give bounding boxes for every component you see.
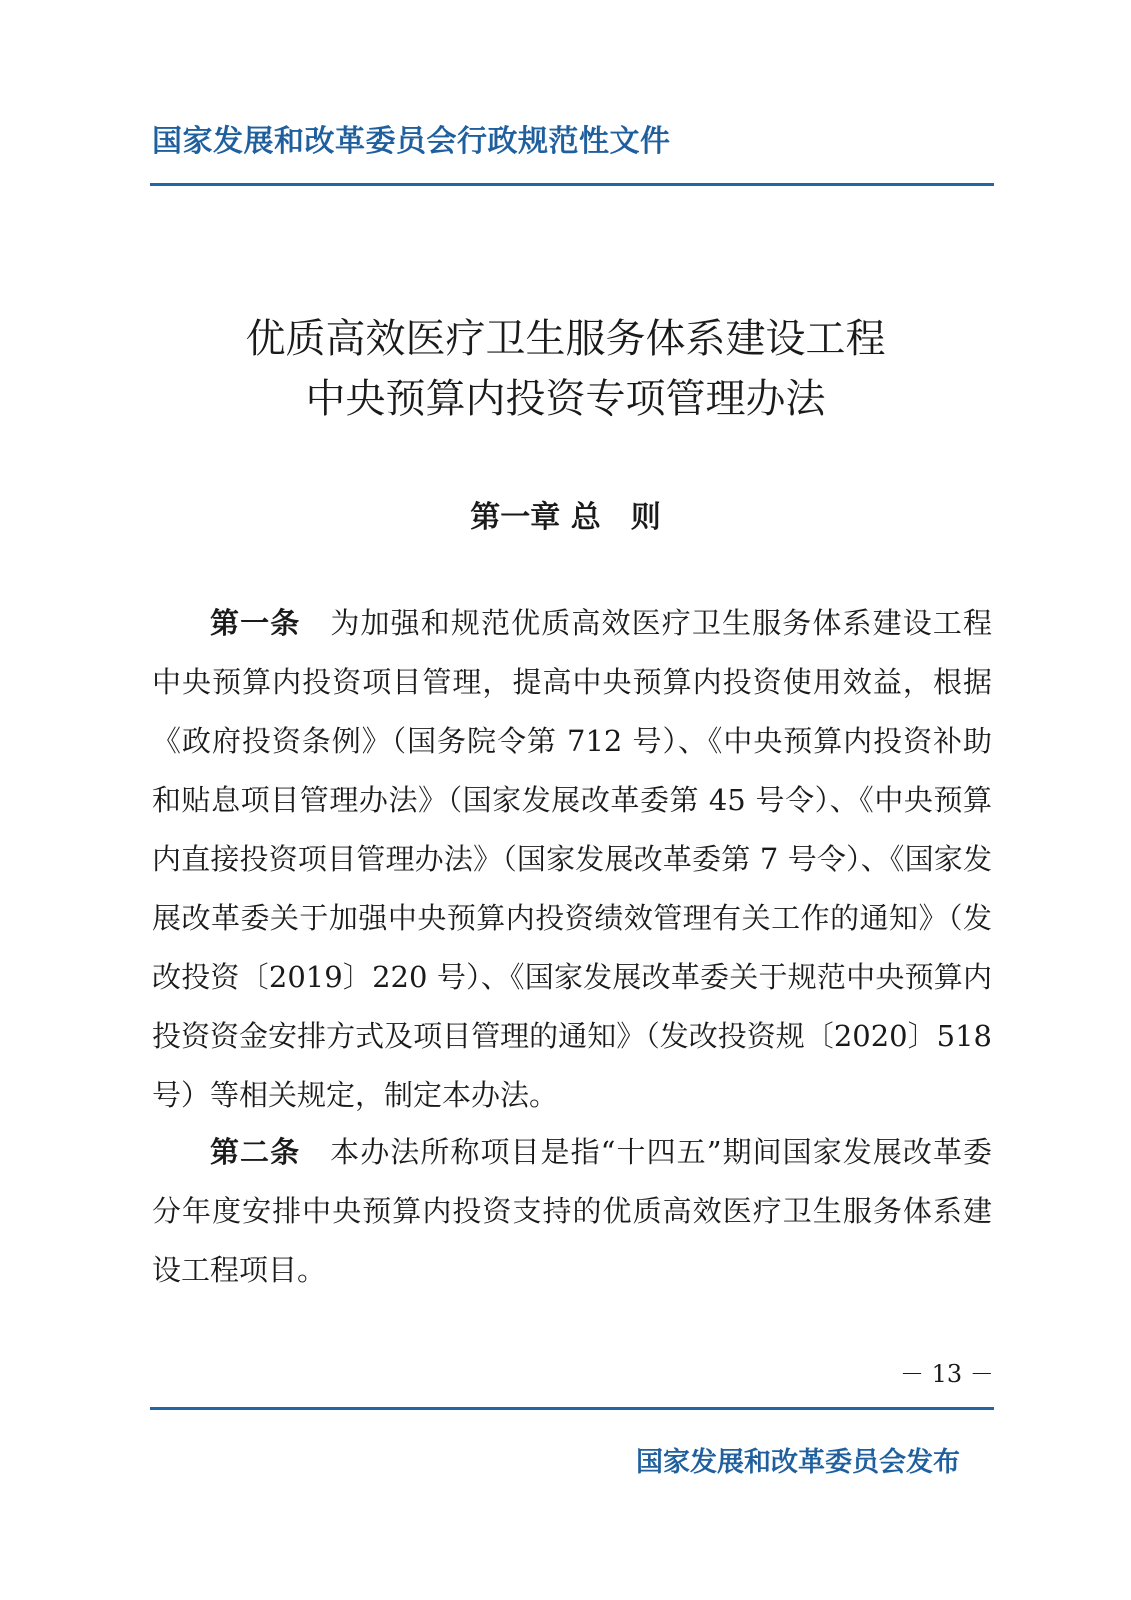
footer-publisher: 国家发展和改革委员会发布 <box>636 1447 960 1478</box>
article-2-label: 第二条 <box>210 1135 301 1169</box>
header-divider <box>150 183 994 186</box>
article-1 <box>152 594 992 1125</box>
article-1-text: 为加强和规范优质高效医疗卫生服务体系建设工程中央预算内投资项目管理，提高中央预算内投资使用效益，根据《政府投资条例》（国务院令第 712 号）、《中央预算内投资补助和贴息项目管理办法》（国家发展改革委第 45 号令）、《中央预算内直接投资项目管理办法》（国家发展改革委第 7 号令）、《国家发展改革委关于加强中央预算内投资绩效管理有关工作的通知》（发改投资〔2019〕220 号）、《国家发展改革委关于规范中央预算内投资资金安排方式及项目管理的通知》（发改投资规〔2020〕518 号）等相关规定，制定本办法。 <box>152 606 992 1112</box>
header-title: 国家发展和改革委员会行政规范性文件 <box>152 124 671 159</box>
article-2 <box>152 1123 992 1300</box>
chapter-heading: 第一章 总 则 <box>470 500 661 535</box>
document-title-line-1: 优质高效医疗卫生服务体系建设工程 <box>245 316 886 362</box>
article-1-label: 第一条 <box>210 606 301 640</box>
footer-divider <box>150 1407 994 1410</box>
page-number: － 13 － <box>900 1360 994 1388</box>
article-2-text: 本办法所称项目是指“十四五”期间国家发展改革委分年度安排中央预算内投资支持的优质高效医疗卫生服务体系建设工程项目。 <box>152 1135 992 1287</box>
document-title-line-2: 中央预算内投资专项管理办法 <box>305 376 826 422</box>
